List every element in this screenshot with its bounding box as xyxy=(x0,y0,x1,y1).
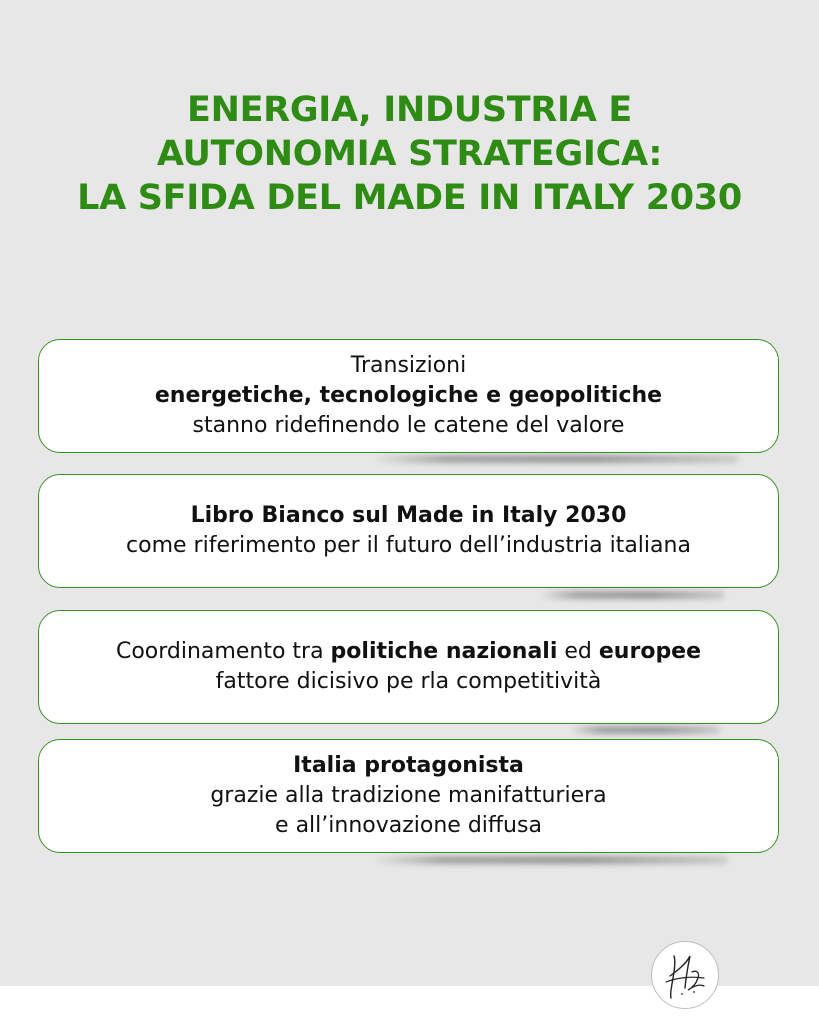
card-text-segment: ed xyxy=(557,639,599,664)
card-italia-protagonista xyxy=(38,739,779,853)
signature-icon xyxy=(652,942,718,1008)
card-text-line-bold: Italia protagonista xyxy=(293,753,524,778)
card-text-line: Transizioni xyxy=(350,353,467,378)
title-line-2: AUTONOMIA STRATEGICA: xyxy=(156,134,663,174)
card-text-line: grazie alla tradizione manifatturiera xyxy=(210,783,607,808)
title-line-1: ENERGIA, INDUSTRIA E xyxy=(186,90,633,130)
card-shadow xyxy=(540,591,725,599)
card-text-line-bold: Libro Bianco sul Made in Italy 2030 xyxy=(190,503,627,528)
card-text-line: e all’innovazione diffusa xyxy=(275,813,542,838)
card-text-line-mixed xyxy=(116,637,701,667)
card-text-line: fattore dicisivo pe rla competitività xyxy=(215,669,602,694)
card-shadow xyxy=(570,726,720,734)
signature-logo-icon xyxy=(651,941,719,1009)
card-text-line: stanno ridefinendo le catene del valore xyxy=(192,413,625,438)
card-text-segment-bold: politiche nazionali xyxy=(330,639,558,664)
card-transitions xyxy=(38,339,779,453)
card-text-line: come riferimento per il futuro dell’industria italiana xyxy=(126,533,691,558)
page-title xyxy=(0,88,819,220)
title-line-3: LA SFIDA DEL MADE IN ITALY 2030 xyxy=(77,178,742,218)
card-shadow xyxy=(372,455,738,463)
card-coordinamento xyxy=(38,610,779,724)
card-text-line-bold: energetiche, tecnologiche e geopolitiche xyxy=(154,383,663,408)
card-text-segment: Coordinamento tra xyxy=(115,639,331,664)
card-libro-bianco xyxy=(38,474,779,588)
card-shadow xyxy=(372,856,728,864)
card-text-segment-bold: europee xyxy=(598,639,702,664)
